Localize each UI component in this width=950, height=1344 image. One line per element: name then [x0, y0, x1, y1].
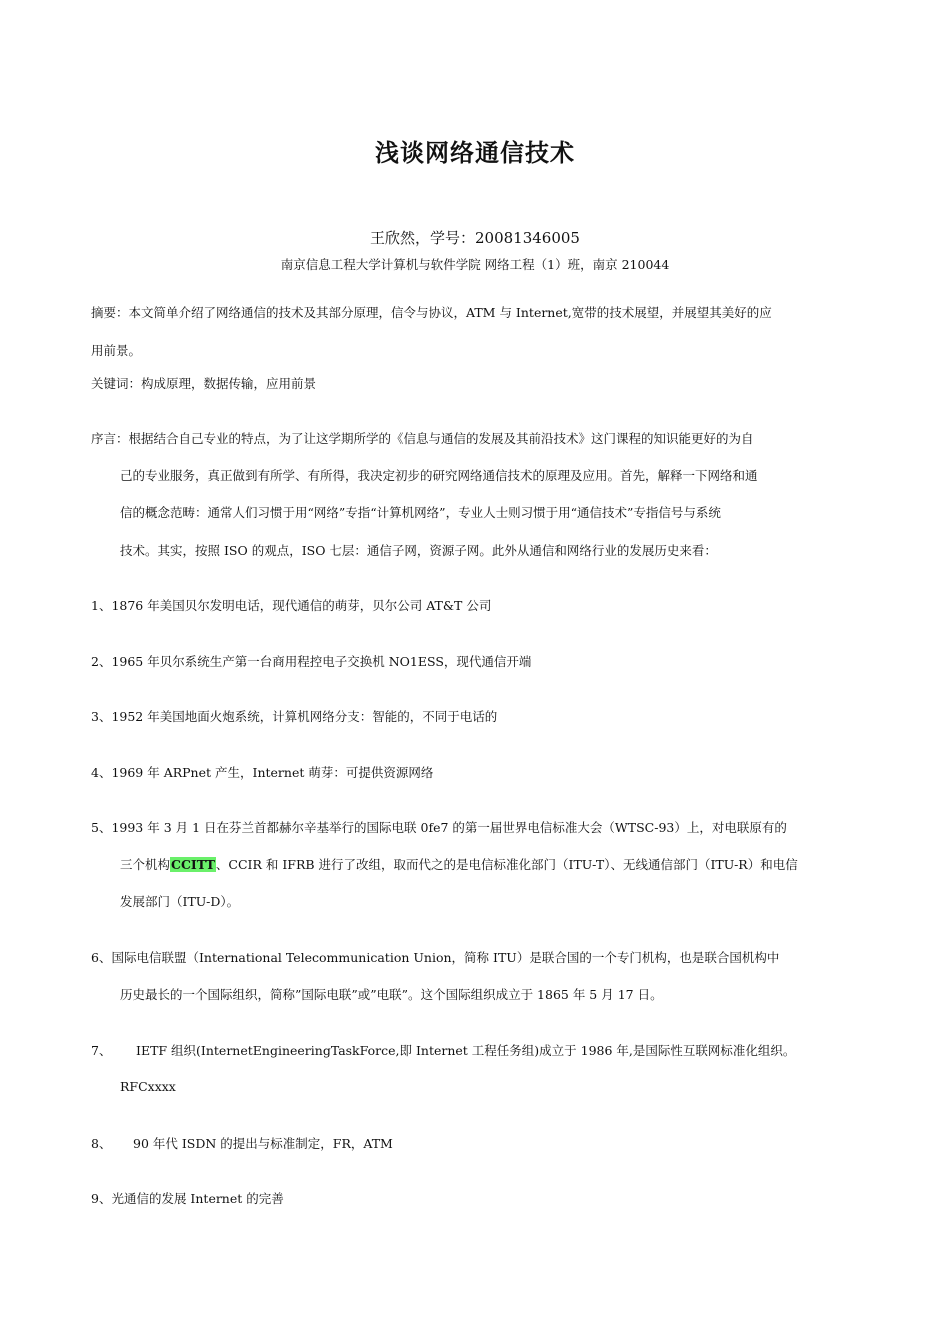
list-item-3: 3、1952 年美国地面火炮系统，计算机网络分支：智能的，不同于电话的 [91, 709, 498, 724]
highlighted-term: CCITT [171, 857, 215, 872]
author-line: 王欣然，学号：20081346005 [370, 229, 580, 247]
keywords-line: 关键词：构成原理，数据传输，应用前景 [91, 376, 317, 391]
document-title: 浅谈网络通信技术 [375, 139, 575, 167]
list-item-4: 4、1969 年 ARPnet 产生，Internet 萌芽：可提供资源网络 [91, 765, 434, 780]
list-item-8-number: 8、 [91, 1136, 112, 1151]
abstract-line-1: 摘要：本文简单介绍了网络通信的技术及其部分原理，信令与协议，ATM 与 Internet,宽带的技术展望，并展望其美好的应 [91, 305, 772, 320]
preface-line-2: 己的专业服务，真正做到有所学、有所得，我决定初步的研究网络通信技术的原理及应用。首先，解释一下网络和通 [120, 468, 758, 483]
list-item-5-line-3: 发展部门（ITU-D）。 [120, 894, 240, 909]
preface-line-1: 序言：根据结合自己专业的特点，为了让这学期所学的《信息与通信的发展及其前沿技术》这门课程的知识能更好的为自 [91, 431, 754, 446]
list-item-5-line-1: 5、1993 年 3 月 1 日在芬兰首都赫尔辛基举行的国际电联 0fe7 的第一届世界电信标准大会（WTSC-93）上，对电联原有的 [91, 820, 787, 835]
affiliation-line: 南京信息工程大学计算机与软件学院 网络工程（1）班，南京 210044 [280, 257, 670, 272]
list-item-5-text-after: 、CCIR 和 IFRB 进行了改组，取而代之的是电信标准化部门（ITU-T）、无线通信部门（ITU-R）和电信 [215, 857, 798, 872]
list-item-7-line-2: RFCxxxx [120, 1079, 176, 1094]
list-item-7-number: 7、 [91, 1043, 112, 1058]
list-item-6-line-1: 6、国际电信联盟（International Telecommunication Union，简称 ITU）是联合国的一个专门机构，也是联合国机构中 [91, 950, 780, 965]
list-item-5-line-2 [120, 855, 798, 873]
list-item-2: 2、1965 年贝尔系统生产第一台商用程控电子交换机 NO1ESS，现代通信开端 [91, 654, 532, 669]
list-item-1: 1、1876 年美国贝尔发明电话，现代通信的萌芽，贝尔公司 AT&T 公司 [91, 598, 492, 613]
preface-line-3: 信的概念范畴：通常人们习惯于用“网络”专指“计算机网络”，专业人士则习惯于用“通信技术”专指信号与系统 [120, 505, 721, 520]
list-item-5-text-before: 三个机构 [120, 857, 171, 872]
preface-line-4: 技术。其实，按照 ISO 的观点，ISO 七层：通信子网，资源子网。此外从通信和网络行业的发展历史来看： [120, 543, 717, 558]
list-item-9: 9、光通信的发展 Internet 的完善 [91, 1191, 284, 1206]
abstract-line-2: 用前景。 [91, 343, 142, 358]
list-item-8-text: 90 年代 ISDN 的提出与标准制定，FR，ATM [133, 1136, 393, 1151]
list-item-7-line-1: IETF 组织(InternetEngineeringTaskForce,即 Internet 工程任务组)成立于 1986 年,是国际性互联网标准化组织。 [136, 1043, 796, 1058]
list-item-6-line-2: 历史最长的一个国际组织，简称”国际电联”或”电联”。这个国际组织成立于 1865 年 5 月 17 日。 [120, 987, 663, 1002]
